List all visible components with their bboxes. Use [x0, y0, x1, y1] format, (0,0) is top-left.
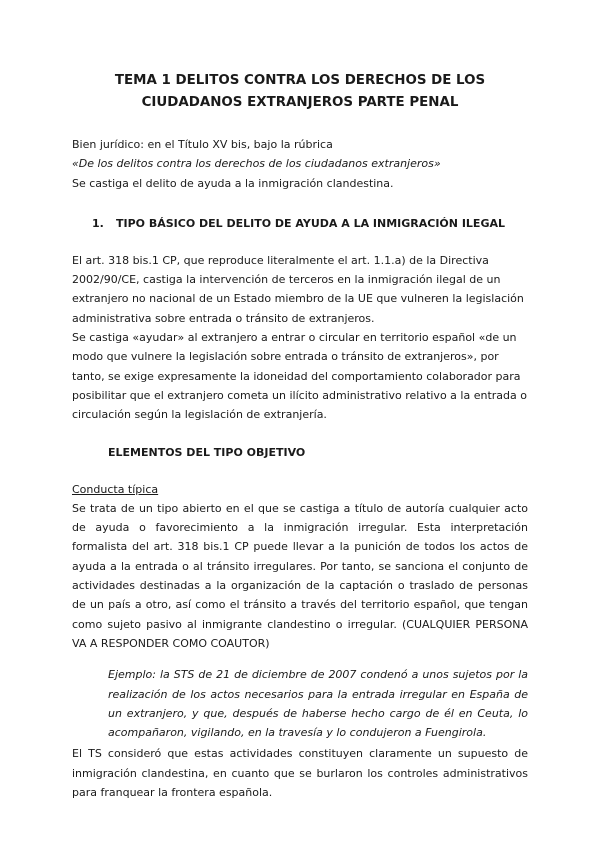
conducta-tipica-heading: Conducta típica	[72, 482, 159, 496]
section-1-paragraph-2: Se castiga «ayudar» al extranjero a entrar o circular en territorio español «de un modo que vulnere la legislación sobre entrada o tránsito de extranjeros», por tanto, se exige expresamente la idoneidad del comportamiento colaborador para posibilitar que el extranjero cometa un ilícito administrativo relativo a la entrada o circulación según la legislación de extranjería.	[72, 331, 527, 422]
section-1-paragraph-1: El art. 318 bis.1 CP, que reproduce literalmente el art. 1.1.a) de la Directiva 2002/90/CE, castiga la intervención de terceros en la inmigración ilegal de un extranjero no nacional de un Estado miembro de la UE que vulneren la legislación administrativa sobre entrada o tránsito de extranjeros.	[72, 253, 524, 325]
intro-line-2: «De los delitos contra los derechos de los ciudadanos extranjeros»	[72, 157, 441, 171]
subsection-heading: ELEMENTOS DEL TIPO OBJETIVO	[108, 445, 306, 459]
intro-line-3: Se castiga el delito de ayuda a la inmigración clandestina.	[72, 176, 394, 190]
closing-paragraph: El TS consideró que estas actividades constituyen claramente un supuesto de inmigración clandestina, en cuanto que se burlaron los controles administrativos para franquear la frontera española.	[72, 747, 528, 800]
section-1-number: 1.	[92, 216, 104, 230]
section-1-heading	[92, 214, 528, 233]
document-page	[72, 70, 528, 802]
section-1-heading-text: TIPO BÁSICO DEL DELITO DE AYUDA A LA INMIGRACIÓN ILEGAL	[116, 216, 505, 230]
example-paragraph: Ejemplo: la STS de 21 de diciembre de 2007 condenó a unos sujetos por la realización de los actos necesarios para la entrada irregular en España de un extranjero, y que, después de haberse hecho cargo de él en Ceuta, lo acompañaron, vigilando, en la travesía y lo condujeron a Fuengirola.	[108, 668, 528, 740]
intro-line-1: Bien jurídico: en el Título XV bis, bajo la rúbrica	[72, 138, 333, 151]
conducta-tipica-paragraph: Se trata de un tipo abierto en el que se castiga a título de autoría cualquier acto de ayuda o favorecimiento a la inmigración irregular. Esta interpretación formalista del art. 318 bis.1 CP puede llevar a la punición de todos los actos de ayuda a la entrada o al tránsito irregulares. Por tanto, se sanciona el conjunto de actividades destinadas a la organización de la captación o traslado de personas de un país a otro, así como el tránsito a través del territorio español, que tengan como sujeto pasivo al inmigrante clandestino o irregular. (CUALQUIER PERSONA VA A RESPONDER COMO COAUTOR)	[72, 501, 528, 650]
document-title: TEMA 1 DELITOS CONTRA LOS DERECHOS DE LOS CIUDADANOS EXTRANJEROS PARTE PENAL	[114, 73, 486, 110]
